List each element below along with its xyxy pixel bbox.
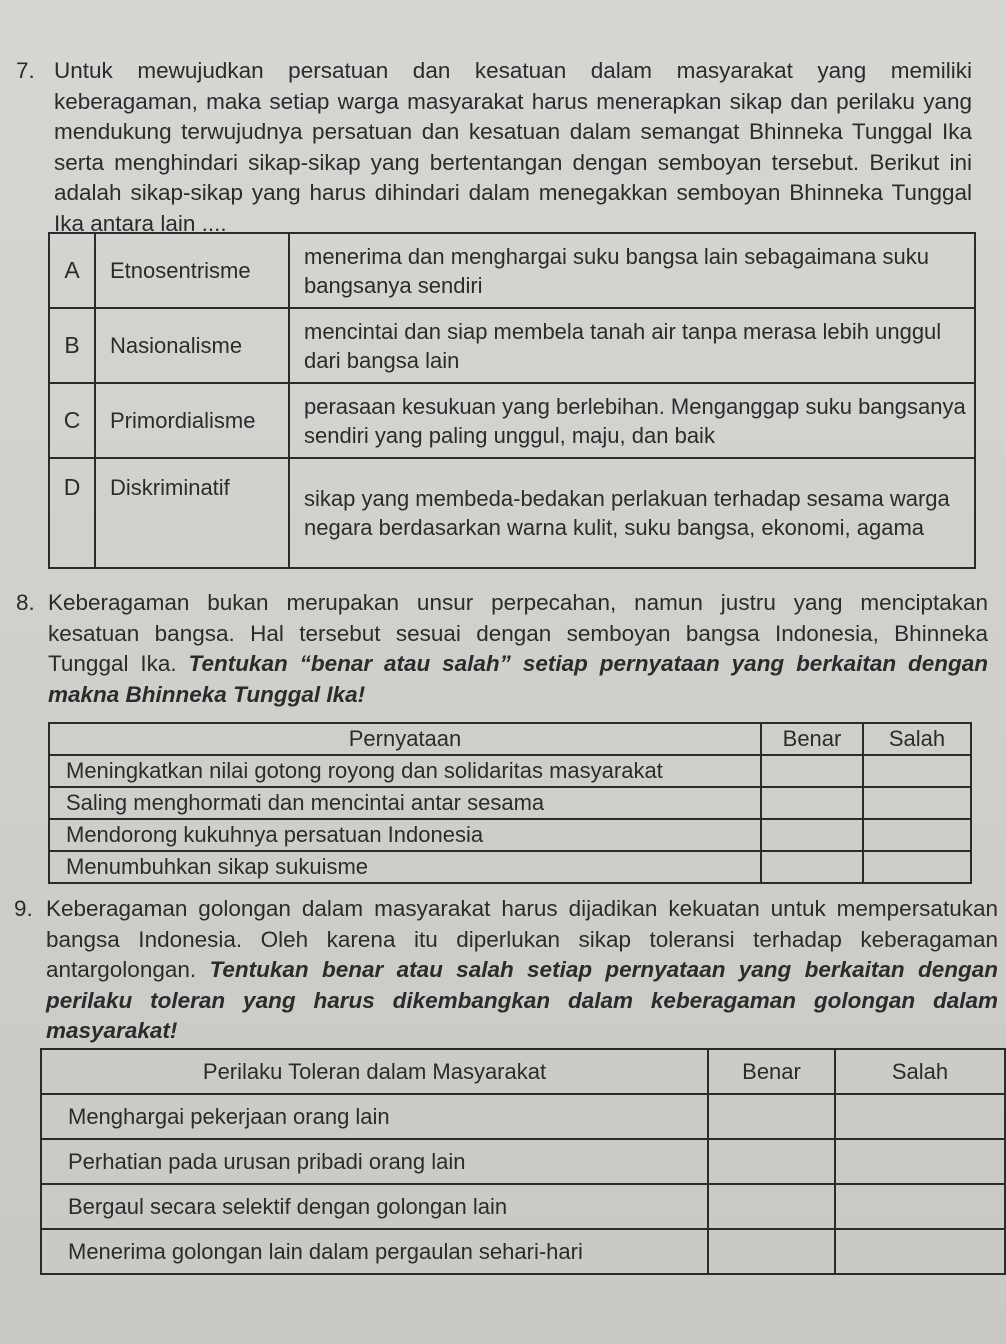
table-header-row [41,1049,1005,1094]
table-row [49,458,975,568]
question-7-options-table [48,232,976,569]
question-8-number: 8. [16,590,35,615]
option-letter: D [49,458,95,568]
statement-cell: Saling menghormati dan mencintai antar sesama [49,787,761,819]
table-row [41,1094,1005,1139]
benar-answer-cell[interactable] [761,787,863,819]
header-salah: Salah [835,1049,1005,1094]
header-benar: Benar [761,723,863,755]
salah-answer-cell[interactable] [863,755,971,787]
header-pernyataan: Pernyataan [49,723,761,755]
option-term: Primordialisme [95,383,289,458]
statement-cell: Menumbuhkan sikap sukuisme [49,851,761,883]
statement-cell: Mendorong kukuhnya persatuan Indonesia [49,819,761,851]
salah-answer-cell[interactable] [863,787,971,819]
question-7 [16,56,972,239]
statement-cell: Meningkatkan nilai gotong royong dan solidaritas masyarakat [49,755,761,787]
question-9-instruction: Tentukan benar atau salah setiap pernyataan yang berkaitan dengan perilaku toleran yang harus dikembangkan dalam keberagaman golongan dalam masyarakat! [46,957,998,1043]
option-description: perasaan kesukuan yang berlebihan. Menganggap suku bangsanya sendiri yang paling unggul, maju, dan baik [289,383,975,458]
benar-answer-cell[interactable] [708,1139,835,1184]
option-term: Diskriminatif [95,458,289,568]
option-description: menerima dan menghargai suku bangsa lain sebagaimana suku bangsanya sendiri [289,233,975,308]
header-salah: Salah [863,723,971,755]
question-8-text [48,588,988,710]
question-9-statement: Keberagaman golongan dalam masyarakat harus dijadikan kekuatan untuk mempersatukan bangsa Indonesia. Oleh karena itu diperlukan sikap toleransi terhadap keberagaman antargolongan. [46,896,998,982]
question-9 [14,894,998,1047]
salah-answer-cell[interactable] [863,851,971,883]
table-row [49,851,971,883]
question-9-number: 9. [14,896,33,921]
question-9-table [40,1048,1006,1275]
header-benar: Benar [708,1049,835,1094]
benar-answer-cell[interactable] [708,1229,835,1274]
option-term: Etnosentrisme [95,233,289,308]
table-row [49,755,971,787]
salah-answer-cell[interactable] [835,1094,1005,1139]
table-row [49,787,971,819]
table-header-row [49,723,971,755]
question-8-statement: Keberagaman bukan merupakan unsur perpecahan, namun justru yang menciptakan kesatuan bangsa. Hal tersebut sesuai dengan semboyan bangsa Indonesia, Bhinneka Tunggal Ika. [48,590,988,676]
salah-answer-cell[interactable] [835,1229,1005,1274]
table-row [49,819,971,851]
statement-cell: Menghargai pekerjaan orang lain [41,1094,708,1139]
salah-answer-cell[interactable] [863,819,971,851]
benar-answer-cell[interactable] [761,819,863,851]
question-8 [16,588,988,710]
table-row [41,1184,1005,1229]
question-8-instruction: Tentukan “benar atau salah” setiap pernyataan yang berkaitan dengan makna Bhinneka Tunggal Ika! [48,651,988,707]
statement-cell: Bergaul secara selektif dengan golongan lain [41,1184,708,1229]
question-7-number: 7. [16,58,35,83]
salah-answer-cell[interactable] [835,1184,1005,1229]
table-row [49,383,975,458]
question-9-text [46,894,998,1047]
benar-answer-cell[interactable] [708,1184,835,1229]
option-description: sikap yang membeda-bedakan perlakuan terhadap sesama warga negara berdasarkan warna kulit, suku bangsa, ekonomi, agama [289,458,975,568]
statement-cell: Menerima golongan lain dalam pergaulan sehari-hari [41,1229,708,1274]
statement-cell: Perhatian pada urusan pribadi orang lain [41,1139,708,1184]
option-term: Nasionalisme [95,308,289,383]
table-row [49,233,975,308]
table-row [49,308,975,383]
benar-answer-cell[interactable] [708,1094,835,1139]
salah-answer-cell[interactable] [835,1139,1005,1184]
option-description: mencintai dan siap membela tanah air tanpa merasa lebih unggul dari bangsa lain [289,308,975,383]
option-letter: C [49,383,95,458]
benar-answer-cell[interactable] [761,851,863,883]
option-letter: A [49,233,95,308]
question-8-table [48,722,972,884]
question-7-text: Untuk mewujudkan persatuan dan kesatuan dalam masyarakat yang memiliki keberagaman, maka setiap warga masyarakat harus menerapkan sikap dan perilaku yang mendukung terwujudnya persatuan dan kesatuan dalam semangat Bhinneka Tunggal Ika serta menghindari sikap-sikap yang bertentangan dengan semboyan tersebut. Berikut ini adalah sikap-sikap yang harus dihindari dalam menegakkan semboyan Bhinneka Tunggal Ika antara lain .... [54,58,972,236]
table-row [41,1139,1005,1184]
header-perilaku-toleran: Perilaku Toleran dalam Masyarakat [41,1049,708,1094]
benar-answer-cell[interactable] [761,755,863,787]
option-letter: B [49,308,95,383]
table-row [41,1229,1005,1274]
